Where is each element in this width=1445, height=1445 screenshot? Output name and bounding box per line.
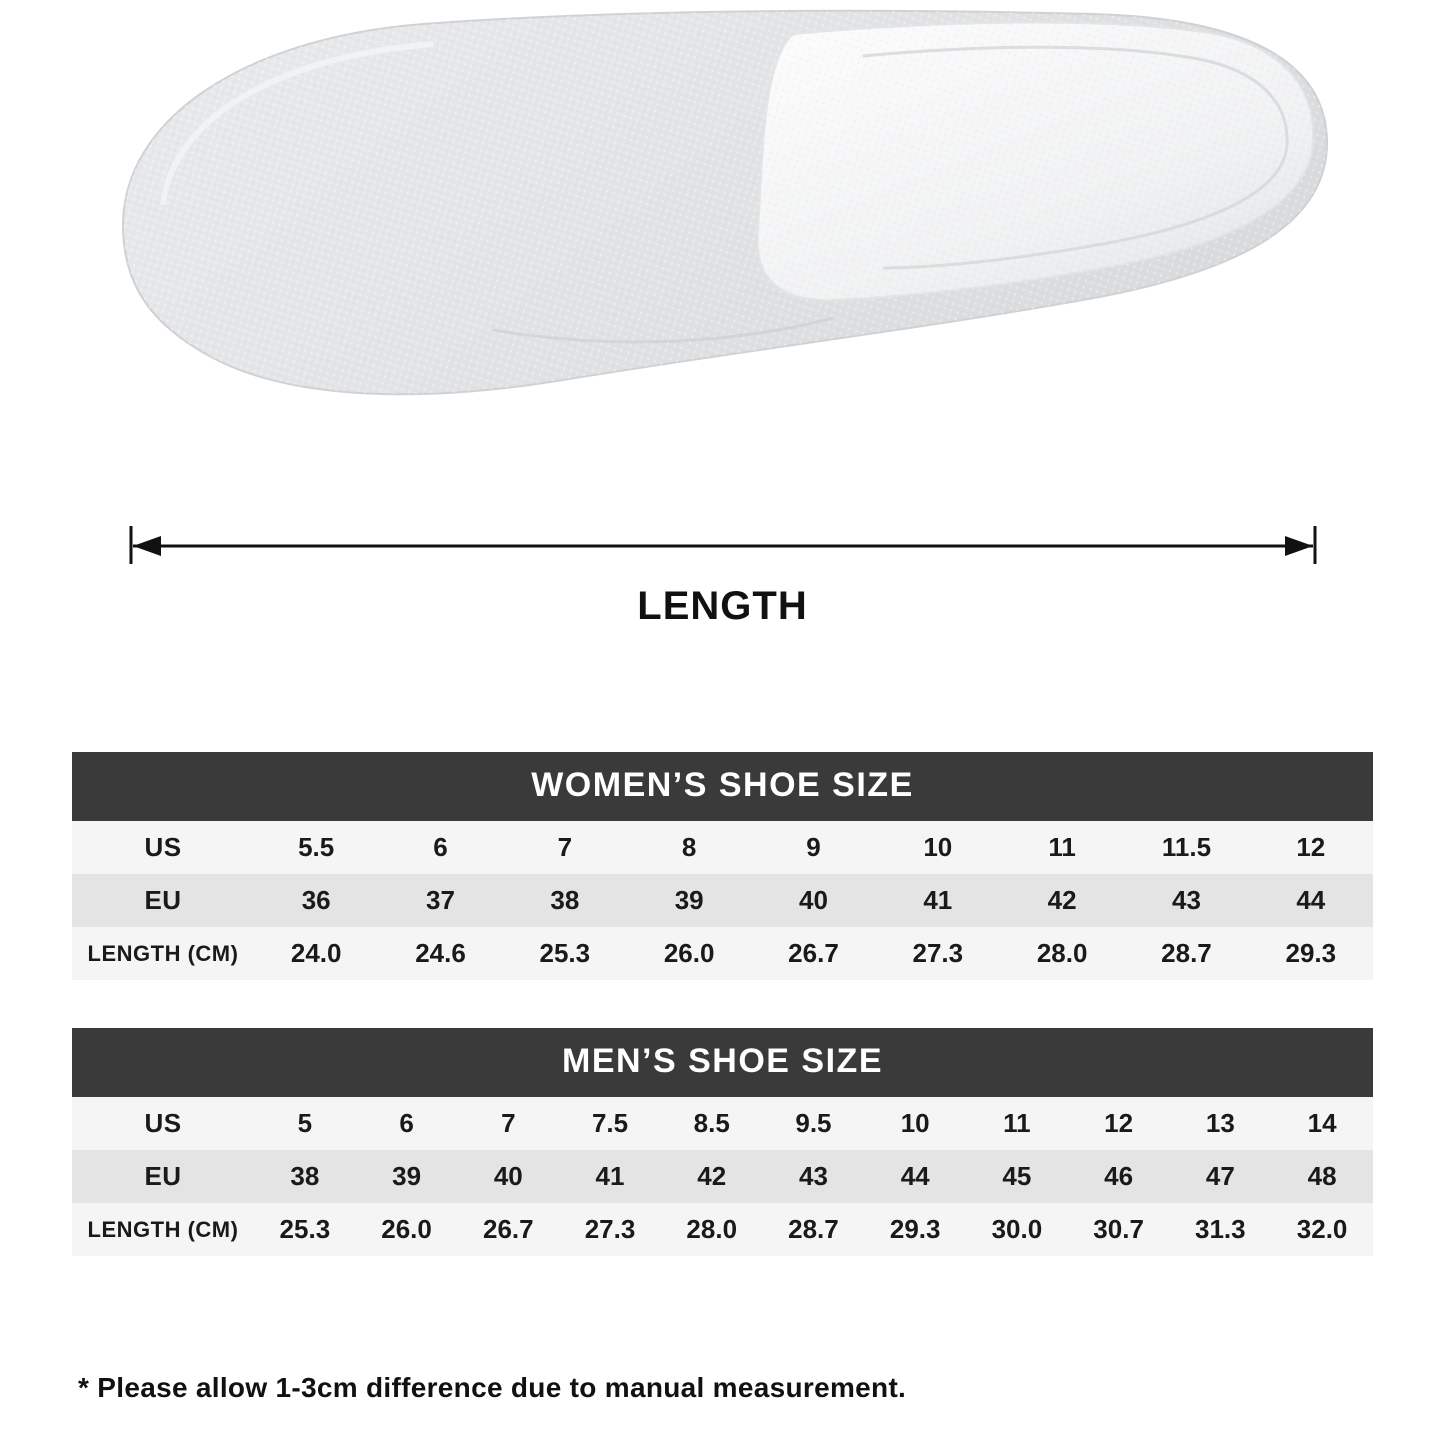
cell: 5.5 [254, 821, 378, 874]
row-label-eu: EU [72, 874, 254, 927]
cell: 11.5 [1124, 821, 1248, 874]
cell: 7.5 [559, 1097, 661, 1150]
cell: 40 [457, 1150, 559, 1203]
cell: 6 [378, 821, 502, 874]
cell: 30.0 [966, 1203, 1068, 1256]
cell: 25.3 [254, 1203, 356, 1256]
cell: 8 [627, 821, 751, 874]
mens-table-title: MEN’S SHOE SIZE [72, 1028, 1373, 1097]
cell: 31.3 [1169, 1203, 1271, 1256]
cell: 26.0 [356, 1203, 458, 1256]
cell: 44 [1249, 874, 1373, 927]
cell: 24.6 [378, 927, 502, 980]
cell: 26.7 [751, 927, 875, 980]
length-arrow [123, 520, 1323, 570]
cell: 8.5 [661, 1097, 763, 1150]
cell: 12 [1068, 1097, 1170, 1150]
insole-graphic [93, 0, 1353, 420]
cell: 9 [751, 821, 875, 874]
womens-size-table [72, 752, 1373, 980]
cell: 14 [1271, 1097, 1373, 1150]
length-label: LENGTH [637, 584, 808, 628]
cell: 12 [1249, 821, 1373, 874]
row-label-length: LENGTH (CM) [72, 927, 254, 980]
row-label-us: US [72, 1097, 254, 1150]
table-row [72, 1150, 1373, 1203]
cell: 40 [751, 874, 875, 927]
cell: 41 [559, 1150, 661, 1203]
cell: 11 [1000, 821, 1124, 874]
cell: 24.0 [254, 927, 378, 980]
table-row [72, 1097, 1373, 1150]
cell: 43 [1124, 874, 1248, 927]
cell: 10 [864, 1097, 966, 1150]
cell: 25.3 [503, 927, 627, 980]
cell: 29.3 [1249, 927, 1373, 980]
table-row [72, 1203, 1373, 1256]
cell: 6 [356, 1097, 458, 1150]
cell: 5 [254, 1097, 356, 1150]
cell: 47 [1169, 1150, 1271, 1203]
cell: 43 [763, 1150, 865, 1203]
table-row [72, 927, 1373, 980]
row-label-us: US [72, 821, 254, 874]
cell: 11 [966, 1097, 1068, 1150]
cell: 30.7 [1068, 1203, 1170, 1256]
cell: 28.0 [1000, 927, 1124, 980]
cell: 27.3 [559, 1203, 661, 1256]
cell: 7 [503, 821, 627, 874]
cell: 38 [254, 1150, 356, 1203]
cell: 44 [864, 1150, 966, 1203]
cell: 36 [254, 874, 378, 927]
cell: 28.7 [763, 1203, 865, 1256]
insole-illustration [0, 0, 1445, 520]
cell: 9.5 [763, 1097, 865, 1150]
cell: 10 [876, 821, 1000, 874]
cell: 26.0 [627, 927, 751, 980]
mens-size-table [72, 1028, 1373, 1256]
cell: 45 [966, 1150, 1068, 1203]
cell: 37 [378, 874, 502, 927]
cell: 13 [1169, 1097, 1271, 1150]
cell: 42 [1000, 874, 1124, 927]
cell: 7 [457, 1097, 559, 1150]
table-row [72, 874, 1373, 927]
cell: 48 [1271, 1150, 1373, 1203]
table-row [72, 821, 1373, 874]
cell: 29.3 [864, 1203, 966, 1256]
womens-table-title: WOMEN’S SHOE SIZE [72, 752, 1373, 821]
cell: 38 [503, 874, 627, 927]
cell: 41 [876, 874, 1000, 927]
cell: 26.7 [457, 1203, 559, 1256]
cell: 28.7 [1124, 927, 1248, 980]
size-tables [72, 752, 1373, 1304]
cell: 39 [356, 1150, 458, 1203]
row-label-length: LENGTH (CM) [72, 1203, 254, 1256]
cell: 28.0 [661, 1203, 763, 1256]
cell: 32.0 [1271, 1203, 1373, 1256]
cell: 46 [1068, 1150, 1170, 1203]
row-label-eu: EU [72, 1150, 254, 1203]
measurement-note: * Please allow 1-3cm difference due to manual measurement. [78, 1372, 907, 1403]
length-dimension [0, 520, 1445, 660]
cell: 39 [627, 874, 751, 927]
cell: 27.3 [876, 927, 1000, 980]
cell: 42 [661, 1150, 763, 1203]
